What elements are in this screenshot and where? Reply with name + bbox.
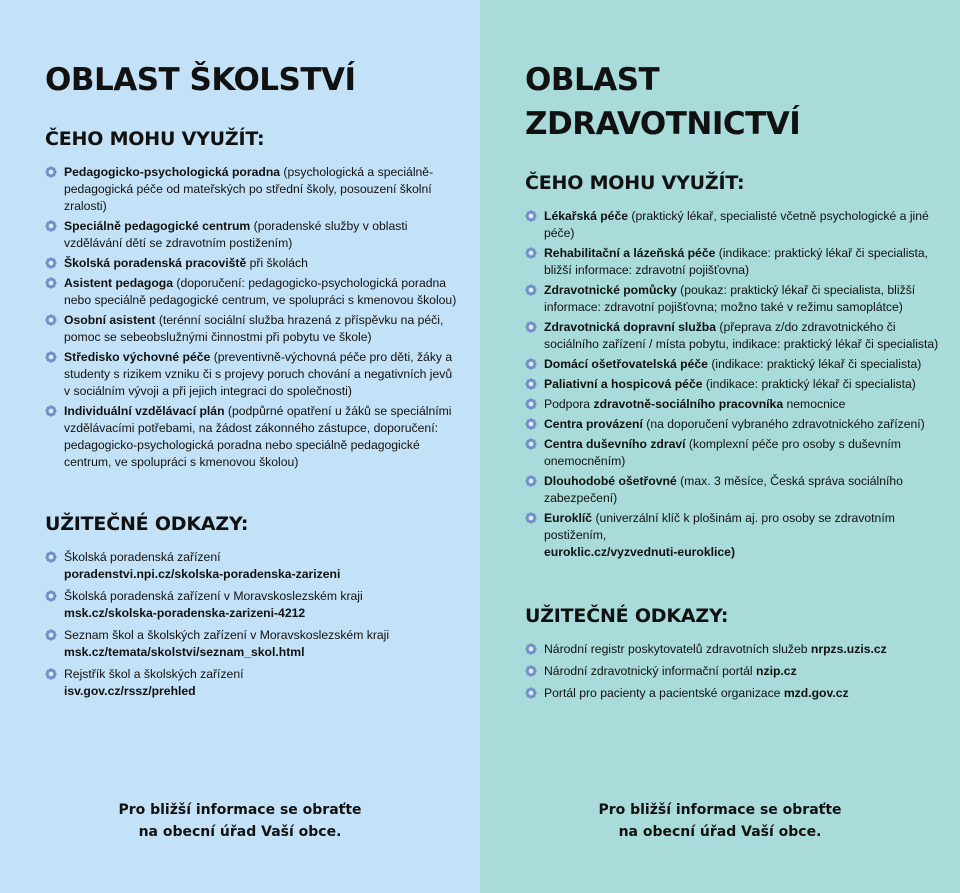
item-description: (poradenské služby v oblasti vzdělávání dětí se zdravotním postižením) — [64, 219, 408, 250]
footer-line-2: na obecní úřad Vaší obce. — [138, 824, 342, 840]
flower-bullet-icon — [45, 551, 57, 563]
item-title: Rehabilitační a lázeňská péče — [544, 246, 716, 260]
item-description: (preventivně-výchovná péče pro děti, žáky a studenty s rizikem vzniku či s projevy poruch chování a negativních jevů v sociálním vývoji a při jejich integraci do společnosti) — [64, 350, 453, 398]
schooling-links-list — [45, 549, 460, 700]
list-item — [525, 245, 940, 279]
list-item — [525, 473, 940, 507]
list-item — [45, 164, 460, 215]
schooling-what-heading: ČEHO MOHU VYUŽÍT: — [45, 128, 265, 150]
flower-bullet-icon — [45, 351, 57, 363]
item-title: Zdravotnické pomůcky — [544, 283, 677, 297]
footer-line-2: na obecní úřad Vaší obce. — [618, 824, 822, 840]
item-title: Zdravotnická dopravní služba — [544, 320, 717, 334]
flower-bullet-icon — [525, 665, 537, 677]
link-item — [45, 627, 460, 661]
item-title: Dlouhodobé ošetřovné — [544, 474, 677, 488]
item-description: (komplexní péče pro osoby s duševním onemocněním) — [544, 437, 901, 468]
item-description: (max. 3 měsíce, Česká správa sociálního zabezpečení) — [544, 474, 903, 505]
link-item — [525, 641, 940, 658]
list-item — [45, 349, 460, 400]
flower-bullet-icon — [525, 321, 537, 333]
link-label: Školská poradenská zařízení — [64, 550, 221, 564]
health-title: OBLAST ZDRAVOTNICTVÍ — [525, 62, 801, 142]
link-label: Rejstřík škol a školských zařízení — [64, 667, 244, 681]
item-link: euroklic.cz/vyzvednuti-euroklice) — [544, 545, 736, 559]
list-item — [45, 218, 460, 252]
link-label: Školská poradenská zařízení v Moravskoslezském kraji — [64, 589, 363, 603]
item-description: (doporučení: pedagogicko-psychologická poradna nebo speciálně pedagogické centrum, ve spolupráci s kmenovou školou) — [64, 276, 457, 307]
list-item — [525, 376, 940, 393]
item-title: Lékařská péče — [544, 209, 629, 223]
link-label: Národní zdravotnický informační portál — [544, 664, 757, 678]
link-url[interactable]: msk.cz/temata/skolstvi/seznam_skol.html — [64, 645, 305, 659]
flower-bullet-icon — [45, 220, 57, 232]
item-title: Centra provázení — [544, 417, 643, 431]
health-links-heading: UŽITEČNÉ ODKAZY: — [525, 605, 729, 627]
item-title: Centra duševního zdraví — [544, 437, 686, 451]
link-label: Národní registr poskytovatelů zdravotních služeb — [544, 642, 811, 656]
footer-line-1: Pro bližší informace se obraťte — [598, 802, 842, 818]
item-title: Individuální vzdělávací plán — [64, 404, 225, 418]
link-url[interactable]: isv.gov.cz/rssz/prehled — [64, 684, 196, 698]
health-items-list — [525, 208, 940, 561]
flower-bullet-icon — [525, 438, 537, 450]
item-description: (přeprava z/do zdravotnického či sociálního zařízení / místa pobytu, indikace: praktický lékař či specialista) — [544, 320, 939, 351]
list-item — [525, 416, 940, 433]
flower-bullet-icon — [525, 512, 537, 524]
link-item — [45, 588, 460, 622]
flower-bullet-icon — [45, 257, 57, 269]
link-item — [45, 666, 460, 700]
schooling-items-list — [45, 164, 460, 471]
item-description: (na doporučení vybraného zdravotnického zařízení) — [642, 417, 925, 431]
schooling-footer — [0, 799, 480, 843]
link-item — [525, 685, 940, 702]
item-description: (univerzální klíč k plošinám aj. pro osoby se zdravotním postižením, — [544, 511, 895, 542]
flower-bullet-icon — [45, 277, 57, 289]
item-title: Euroklíč — [544, 511, 593, 525]
list-item — [525, 282, 940, 316]
item-description: (terénní sociální služba hrazená z příspěvku na péči, pomoc se sebeobslužnými činnostmi při pobytu ve škole) — [64, 313, 444, 344]
list-item — [45, 312, 460, 346]
health-what-heading: ČEHO MOHU VYUŽÍT: — [525, 172, 745, 194]
flower-bullet-icon — [525, 418, 537, 430]
link-url[interactable]: nrpzs.uzis.cz — [810, 642, 887, 656]
flower-bullet-icon — [45, 166, 57, 178]
flower-bullet-icon — [525, 284, 537, 296]
flower-bullet-icon — [525, 475, 537, 487]
schooling-links-heading: UŽITEČNÉ ODKAZY: — [45, 513, 249, 535]
link-url[interactable]: mzd.gov.cz — [783, 686, 849, 700]
flower-bullet-icon — [525, 358, 537, 370]
item-title: Osobní asistent — [64, 313, 156, 327]
item-description: (psychologická a speciálně-pedagogická péče od mateřských po střední školy, posouzení školní zralosti) — [64, 165, 434, 213]
item-description: (praktický lékař, specialisté včetně psychologické a jiné péče) — [544, 209, 929, 240]
item-title: Speciálně pedagogické centrum — [64, 219, 251, 233]
health-footer — [480, 799, 960, 843]
link-item — [525, 663, 940, 680]
item-description: (indikace: praktický lékař či specialista, bližší informace: zdravotní pojišťovna) — [544, 246, 929, 277]
schooling-title: OBLAST ŠKOLSTVÍ — [45, 62, 356, 98]
flower-bullet-icon — [525, 687, 537, 699]
link-item — [45, 549, 460, 583]
item-title: Asistent pedagoga — [64, 276, 174, 290]
list-item — [525, 510, 940, 561]
list-item — [525, 319, 940, 353]
flower-bullet-icon — [525, 643, 537, 655]
footer-line-1: Pro bližší informace se obraťte — [118, 802, 362, 818]
link-url[interactable]: nzip.cz — [756, 664, 797, 678]
flower-bullet-icon — [525, 210, 537, 222]
item-title: zdravotně-sociálního pracovníka — [593, 397, 784, 411]
flower-bullet-icon — [525, 398, 537, 410]
item-description: při školách — [246, 256, 308, 270]
item-title: Středisko výchovné péče — [64, 350, 211, 364]
link-label: Portál pro pacienty a pacientské organizace — [544, 686, 784, 700]
item-description: nemocnice — [783, 397, 846, 411]
link-url[interactable]: poradenstvi.npi.cz/skolska-poradenska-zarizeni — [64, 567, 341, 581]
flower-bullet-icon — [45, 629, 57, 641]
item-prefix: Podpora — [544, 397, 594, 411]
item-description: (indikace: praktický lékař či specialista) — [702, 377, 916, 391]
item-description: (podpůrné opatření u žáků se speciálními vzdělávacími potřebami, na žádost zákonného zástupce, doporučení: pedagogicko-psychologická poradna nebo speciálně pedagogické centrum, ve spolupráci s kmenovou školou) — [64, 404, 452, 469]
link-url[interactable]: msk.cz/skolska-poradenska-zarizeni-4212 — [64, 606, 306, 620]
flower-bullet-icon — [45, 668, 57, 680]
link-label: Seznam škol a školských zařízení v Moravskoslezském kraji — [64, 628, 390, 642]
flower-bullet-icon — [525, 378, 537, 390]
health-links-list — [525, 641, 940, 702]
health-column — [480, 0, 960, 893]
item-title: Domácí ošetřovatelská péče — [544, 357, 708, 371]
list-item — [45, 403, 460, 471]
list-item — [525, 356, 940, 373]
flower-bullet-icon — [45, 314, 57, 326]
item-title: Školská poradenská pracoviště — [64, 256, 247, 270]
list-item — [45, 275, 460, 309]
flower-bullet-icon — [45, 590, 57, 602]
list-item — [525, 396, 940, 413]
flower-bullet-icon — [45, 405, 57, 417]
item-description: (poukaz: praktický lékař či specialista, bližší informace: zdravotní pojišťovna; možno také v režimu samoplátce) — [544, 283, 916, 314]
item-title: Paliativní a hospicová péče — [544, 377, 703, 391]
list-item — [525, 208, 940, 242]
list-item — [525, 436, 940, 470]
item-description: (indikace: praktický lékař či specialista) — [707, 357, 922, 371]
item-title: Pedagogicko-psychologická poradna — [64, 165, 281, 179]
flower-bullet-icon — [525, 247, 537, 259]
list-item — [45, 255, 460, 272]
